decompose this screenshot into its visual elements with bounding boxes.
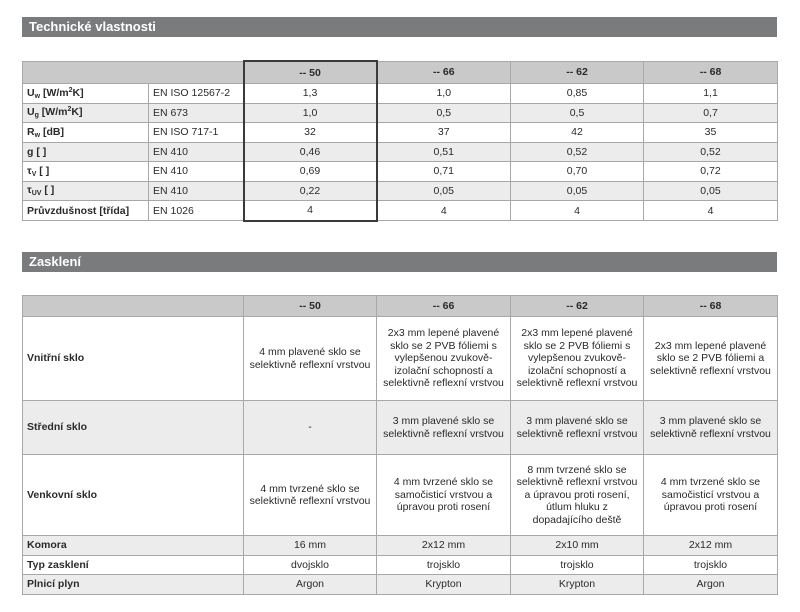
value-cell: 3 mm plavené sklo se selektivně reflexní vrstvou (511, 401, 644, 455)
label-subscript: g (34, 112, 39, 120)
value-cell: 32 (244, 123, 377, 143)
label-main: U (27, 86, 35, 99)
value-cell: trojsklo (377, 556, 511, 575)
value-cell: 2x12 mm (644, 536, 778, 556)
column-header: -- 66 (377, 296, 511, 317)
glazing-label: Vnitřní sklo (23, 317, 244, 401)
value-cell: 0,05 (644, 181, 778, 201)
table-header-row (23, 296, 778, 317)
label-main: U (27, 106, 35, 119)
glazing-label: Komora (23, 536, 244, 556)
value-cell: dvojsklo (244, 556, 377, 575)
property-label (23, 201, 149, 221)
value-cell: 0,52 (644, 142, 778, 162)
norm-standard: EN 410 (149, 162, 244, 182)
value-cell: 16 mm (244, 536, 377, 556)
value-cell: 4 mm tvrzené sklo se samočisticí vrstvou a úpravou proti rosení (644, 455, 778, 536)
value-cell: 4 (644, 201, 778, 221)
norm-standard: EN 410 (149, 142, 244, 162)
value-cell: 3 mm plavené sklo se selektivně reflexní vrstvou (377, 401, 511, 455)
value-cell: 8 mm tvrzené sklo se selektivně reflexní vrstvou a úpravou proti rosení, útlum hluku z dopadajícího deště (511, 455, 644, 536)
value-cell: 2x12 mm (377, 536, 511, 556)
norm-standard: EN 673 (149, 103, 244, 123)
value-cell: Argon (644, 575, 778, 595)
table-row (23, 123, 778, 143)
value-cell: 0,22 (244, 181, 377, 201)
section-title-technical-properties: Technické vlastnosti (22, 17, 777, 37)
label-superscript: 2 (67, 106, 72, 114)
value-cell: - (244, 401, 377, 455)
value-cell: 4 mm plavené sklo se selektivně reflexní vrstvou (244, 317, 377, 401)
label-unit: [W/m (38, 106, 68, 119)
section-title-glazing: Zasklení (22, 252, 777, 272)
value-cell: 0,70 (511, 162, 644, 182)
value-cell: trojsklo (644, 556, 778, 575)
value-cell: 0,69 (244, 162, 377, 182)
value-cell: 0,05 (511, 181, 644, 201)
value-cell: 4 (377, 201, 511, 221)
label-subscript: UV (31, 190, 42, 198)
value-cell: 4 (244, 201, 377, 221)
table-row (23, 556, 778, 575)
value-cell: 0,5 (511, 103, 644, 123)
column-header: -- 68 (644, 61, 778, 84)
column-header: -- 50 (244, 61, 377, 84)
value-cell: 3 mm plavené sklo se selektivně reflexní vrstvou (644, 401, 778, 455)
property-label (23, 84, 149, 104)
glazing-table (22, 295, 778, 595)
value-cell: Krypton (511, 575, 644, 595)
value-cell: 0,05 (377, 181, 511, 201)
label-main: τ (27, 164, 32, 177)
value-cell: 0,71 (377, 162, 511, 182)
property-label (23, 162, 149, 182)
table-row (23, 201, 778, 221)
technical-properties-table (22, 60, 778, 222)
column-header: -- 50 (244, 296, 377, 317)
property-label (23, 123, 149, 143)
glazing-label: Plnicí plyn (23, 575, 244, 595)
table-row (23, 401, 778, 455)
column-header: -- 62 (511, 296, 644, 317)
norm-standard: EN 410 (149, 181, 244, 201)
label-main: τ (27, 184, 32, 197)
header-blank (23, 296, 244, 317)
value-cell: 1,0 (377, 84, 511, 104)
property-label (23, 181, 149, 201)
value-cell: 0,7 (644, 103, 778, 123)
glazing-label: Střední sklo (23, 401, 244, 455)
value-cell: 1,0 (244, 103, 377, 123)
column-header: -- 66 (377, 61, 511, 84)
value-cell: 0,52 (511, 142, 644, 162)
value-cell: 4 (511, 201, 644, 221)
table-row (23, 317, 778, 401)
table-header-row (23, 61, 778, 84)
value-cell: 1,3 (244, 84, 377, 104)
norm-standard: EN ISO 717-1 (149, 123, 244, 143)
column-header: -- 62 (511, 61, 644, 84)
value-cell: 35 (644, 123, 778, 143)
label-unit: [W/m (40, 86, 69, 99)
label-subscript: w (34, 92, 41, 100)
table-row (23, 103, 778, 123)
table-row (23, 455, 778, 536)
label-main: g [ ] (27, 145, 47, 158)
table-row (23, 84, 778, 104)
label-unit-end: K] (72, 86, 84, 99)
table-row (23, 575, 778, 595)
value-cell: 4 mm tvrzené sklo se samočisticí vrstvou a úpravou proti rosení (377, 455, 511, 536)
table-row (23, 142, 778, 162)
value-cell: 0,5 (377, 103, 511, 123)
table-row (23, 162, 778, 182)
label-unit: [ ] (41, 184, 55, 197)
norm-standard: EN ISO 12567-2 (149, 84, 244, 104)
glazing-label: Typ zasklení (23, 556, 244, 575)
column-header: -- 68 (644, 296, 778, 317)
value-cell: Krypton (377, 575, 511, 595)
value-cell: 2x10 mm (511, 536, 644, 556)
value-cell: 37 (377, 123, 511, 143)
table-row (23, 181, 778, 201)
value-cell: 0,72 (644, 162, 778, 182)
label-unit-end: K] (71, 106, 83, 119)
property-label (23, 103, 149, 123)
value-cell: trojsklo (511, 556, 644, 575)
label-unit: [dB] (40, 125, 64, 138)
label-unit: [ ] (36, 164, 50, 177)
label-subscript: V (31, 170, 37, 178)
value-cell: 2x3 mm lepené plavené sklo se 2 PVB fóliemi a selektivně reflexní vrstvou (644, 317, 778, 401)
table-row (23, 536, 778, 556)
value-cell: 0,51 (377, 142, 511, 162)
glazing-label: Venkovní sklo (23, 455, 244, 536)
value-cell: 2x3 mm lepené plavené sklo se 2 PVB fóliemi s vylepšenou zvukově-izolační schopností a selektivně reflexní vrstvou (511, 317, 644, 401)
value-cell: 42 (511, 123, 644, 143)
header-blank (23, 61, 244, 84)
value-cell: 4 mm tvrzené sklo se selektivně reflexní vrstvou (244, 455, 377, 536)
label-subscript: w (34, 131, 41, 139)
value-cell: 1,1 (644, 84, 778, 104)
label-main: R (27, 125, 35, 138)
label-main: Průvzdušnost [třída] (27, 204, 130, 217)
property-label (23, 142, 149, 162)
label-superscript: 2 (68, 86, 73, 94)
value-cell: 2x3 mm lepené plavené sklo se 2 PVB fóliemi s vylepšenou zvukově-izolační schopností a selektivně reflexní vrstvou (377, 317, 511, 401)
value-cell: 0,85 (511, 84, 644, 104)
norm-standard: EN 1026 (149, 201, 244, 221)
value-cell: Argon (244, 575, 377, 595)
value-cell: 0,46 (244, 142, 377, 162)
